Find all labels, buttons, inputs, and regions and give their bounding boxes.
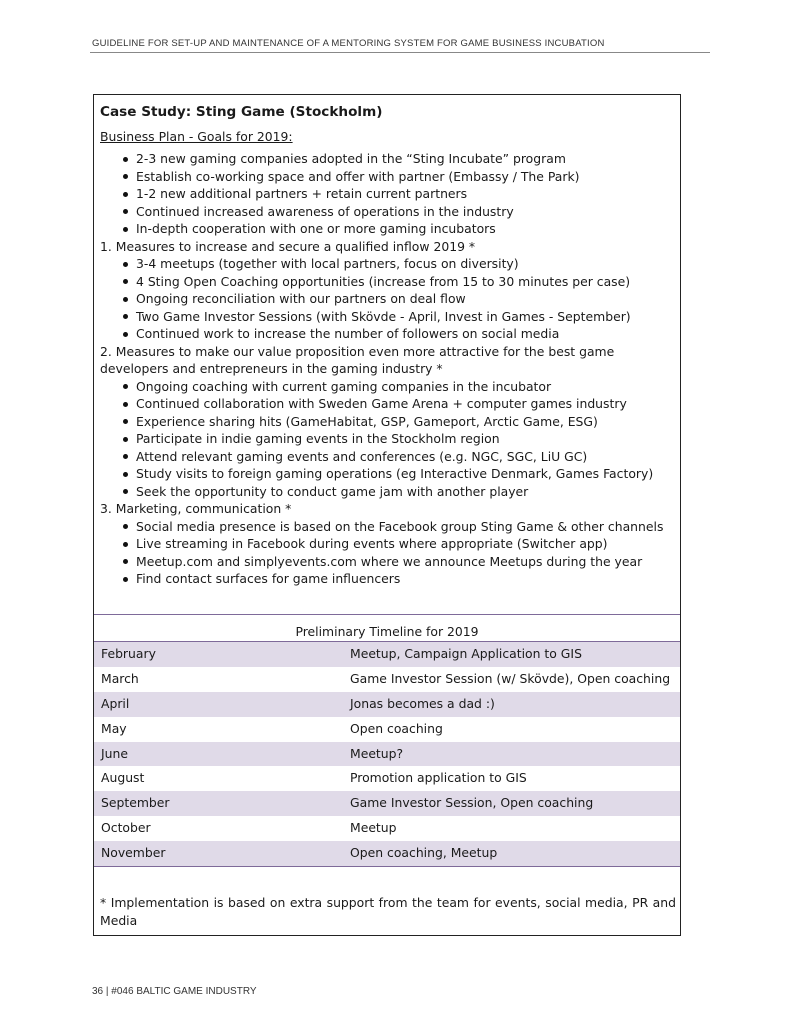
section-3-list	[100, 518, 674, 588]
section-2-list	[100, 378, 674, 501]
section-1-heading: 1. Measures to increase and secure a qualified inflow 2019 *	[100, 238, 476, 254]
table-row	[94, 791, 680, 816]
list-item: Seek the opportunity to conduct game jam with another player	[100, 483, 674, 501]
case-study-box	[93, 94, 681, 936]
section-3-heading: 3. Marketing, communication *	[100, 501, 292, 516]
month-cell: June	[101, 745, 128, 761]
case-study-title: Case Study: Sting Game (Stockholm)	[100, 104, 383, 120]
event-cell: Game Investor Session, Open coaching	[350, 795, 594, 811]
list-item: Find contact surfaces for game influencers	[100, 570, 674, 588]
table-row	[94, 841, 680, 866]
timeline-caption: Preliminary Timeline for 2019	[295, 624, 479, 639]
month-cell: November	[101, 845, 166, 861]
case-study-content	[100, 150, 674, 588]
list-item: 3-4 meetups (together with local partners, focus on diversity)	[100, 255, 674, 273]
list-item: Participate in indie gaming events in the Stockholm region	[100, 430, 674, 448]
business-plan-heading: Business Plan - Goals for 2019:	[100, 129, 293, 144]
goal-item: Establish co-working space and offer with partner (Embassy / The Park)	[100, 168, 674, 186]
month-cell: April	[101, 695, 130, 711]
list-item: Two Game Investor Sessions (with Skövde - April, Invest in Games - September)	[100, 308, 674, 326]
list-item: Social media presence is based on the Facebook group Sting Game & other channels	[100, 518, 674, 536]
event-cell: Promotion application to GIS	[350, 770, 527, 786]
list-item: Ongoing reconciliation with our partners on deal flow	[100, 290, 674, 308]
event-cell: Open coaching, Meetup	[350, 845, 498, 861]
list-item: Ongoing coaching with current gaming companies in the incubator	[100, 378, 674, 396]
table-row	[94, 642, 680, 667]
list-item: Continued collaboration with Sweden Game Arena + computer games industry	[100, 395, 674, 413]
goal-item: 2-3 new gaming companies adopted in the “Sting Incubate” program	[100, 150, 674, 168]
goal-item: 1-2 new additional partners + retain current partners	[100, 185, 674, 203]
publication-name: #046 BALTIC GAME INDUSTRY	[111, 986, 257, 997]
event-cell: Meetup	[350, 820, 397, 836]
header-divider	[90, 52, 710, 53]
event-cell: Jonas becomes a dad :)	[350, 695, 495, 711]
month-cell: September	[101, 795, 170, 811]
table-row	[94, 717, 680, 742]
section-2-heading: 2. Measures to make our value proposition even more attractive for the best game developers and entrepreneurs in the gaming industry *	[100, 343, 615, 376]
page-number: 36	[92, 986, 104, 997]
page-footer	[92, 986, 257, 997]
list-item: Live streaming in Facebook during events where appropriate (Switcher app)	[100, 535, 674, 553]
month-cell: October	[101, 820, 151, 836]
event-cell: Game Investor Session (w/ Skövde), Open coaching	[350, 670, 671, 686]
footer-separator: |	[105, 986, 109, 997]
list-item: Attend relevant gaming events and conferences (e.g. NGC, SGC, LiU GC)	[100, 448, 674, 466]
month-cell: August	[101, 770, 145, 786]
list-item: Continued work to increase the number of followers on social media	[100, 325, 674, 343]
timeline-divider	[94, 614, 680, 615]
event-cell: Open coaching	[350, 720, 443, 736]
table-row	[94, 766, 680, 791]
month-cell: February	[101, 646, 156, 661]
list-item: Experience sharing hits (GameHabitat, GSP, Gameport, Arctic Game, ESG)	[100, 413, 674, 431]
list-item: Meetup.com and simplyevents.com where we announce Meetups during the year	[100, 553, 674, 571]
goals-list	[100, 150, 674, 238]
running-header: GUIDELINE FOR SET-UP AND MAINTENANCE OF A MENTORING SYSTEM FOR GAME BUSINESS INCUBATION	[92, 38, 605, 49]
table-row	[94, 742, 680, 767]
table-row	[94, 692, 680, 717]
table-row	[94, 816, 680, 841]
list-item: Study visits to foreign gaming operations (eg Interactive Denmark, Games Factory)	[100, 465, 674, 483]
footnote: * Implementation is based on extra support from the team for events, social media, PR and Media	[100, 895, 676, 928]
section-1-list	[100, 255, 674, 343]
list-item: 4 Sting Open Coaching opportunities (increase from 15 to 30 minutes per case)	[100, 273, 674, 291]
goal-item: In-depth cooperation with one or more gaming incubators	[100, 220, 674, 238]
event-cell: Meetup, Campaign Application to GIS	[350, 646, 582, 661]
event-cell: Meetup?	[350, 745, 404, 761]
month-cell: March	[101, 670, 139, 686]
timeline-table	[94, 641, 680, 867]
goal-item: Continued increased awareness of operations in the industry	[100, 203, 674, 221]
table-row	[94, 667, 680, 692]
month-cell: May	[101, 720, 127, 736]
